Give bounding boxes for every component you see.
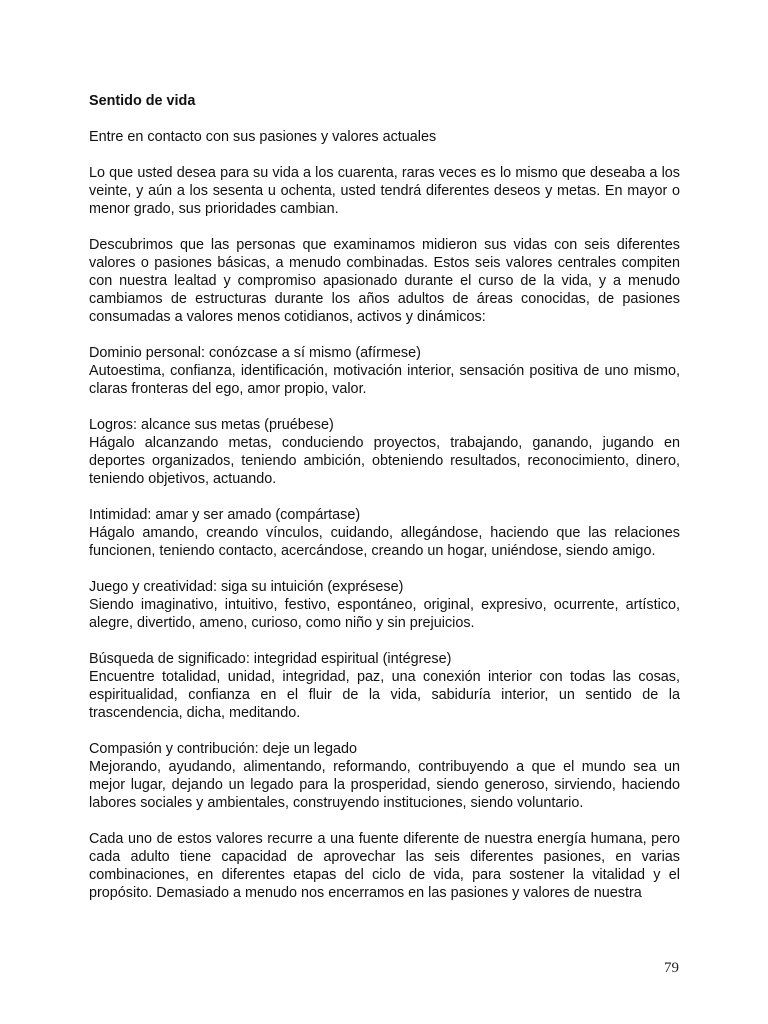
closing-paragraph: Cada uno de estos valores recurre a una fuente diferente de nuestra energía humana, pero cada adulto tiene capacidad de aprovechar las seis diferentes pasiones, en varias combinaciones, en diferentes etapas del ciclo de vida, para sostener la vitalidad y el propósito. Demasiado a menudo nos encerramos en las pasiones y valores de nuestra <box>89 831 680 901</box>
section-body: Siendo imaginativo, intuitivo, festivo, espontáneo, original, expresivo, ocurrente, artístico, alegre, divertido, ameno, curioso, como niño y sin prejuicios. <box>89 597 680 631</box>
document-title: Sentido de vida <box>89 93 196 109</box>
section-heading: Dominio personal: conózcase a sí mismo (afírmese) <box>89 345 421 361</box>
section-body: Hágalo amando, creando vínculos, cuidando, allegándose, haciendo que las relaciones funcionen, teniendo contacto, acercándose, creando un hogar, uniéndose, siendo amigo. <box>89 525 680 559</box>
intro-paragraph: Lo que usted desea para su vida a los cuarenta, raras veces es lo mismo que deseaba a los veinte, y aún a los sesenta u ochenta, usted tendrá diferentes deseos y metas. En mayor o menor grado, sus prioridades cambian. <box>89 165 680 217</box>
section-body: Encuentre totalidad, unidad, integridad, paz, una conexión interior con todas las cosas, espiritualidad, confianza en el fluir de la vida, sabiduría interior, un sentido de la trascendencia, dicha, meditando. <box>89 669 680 721</box>
section-body: Mejorando, ayudando, alimentando, reformando, contribuyendo a que el mundo sea un mejor lugar, dejando un legado para la prosperidad, siendo generoso, sirviendo, haciendo labores sociales y ambientales, construyendo instituciones, siendo voluntario. <box>89 759 680 811</box>
document-subtitle: Entre en contacto con sus pasiones y valores actuales <box>89 129 437 145</box>
page-number: 79 <box>664 960 679 976</box>
section-body: Autoestima, confianza, identificación, motivación interior, sensación positiva de uno mismo, claras fronteras del ego, amor propio, valor. <box>89 363 680 397</box>
section-heading: Compasión y contribución: deje un legado <box>89 741 357 757</box>
intro-paragraph: Descubrimos que las personas que examinamos midieron sus vidas con seis diferentes valores o pasiones básicas, a menudo combinadas. Estos seis valores centrales compiten con nuestra lealtad y compromiso apasionado durante el curso de la vida, y a menudo cambiamos de estructuras durante los años adultos de áreas conocidas, de pasiones consumadas a valores menos cotidianos, activos y dinámicos: <box>89 237 680 325</box>
section-heading: Búsqueda de significado: integridad espiritual (intégrese) <box>89 651 452 667</box>
value-section-logros <box>89 416 680 488</box>
value-section-dominio-personal <box>89 344 680 398</box>
section-heading: Logros: alcance sus metas (pruébese) <box>89 417 334 433</box>
section-body: Hágalo alcanzando metas, conduciendo proyectos, trabajando, ganando, jugando en deportes organizados, teniendo ambición, obteniendo resultados, reconocimiento, dinero, teniendo objetivos, actuando. <box>89 435 680 487</box>
page-content <box>89 92 680 902</box>
section-heading: Juego y creatividad: siga su intuición (exprésese) <box>89 579 404 595</box>
value-section-compasion-contribucion <box>89 740 680 812</box>
value-section-busqueda-significado <box>89 650 680 722</box>
section-heading: Intimidad: amar y ser amado (compártase) <box>89 507 361 523</box>
value-section-juego-creatividad <box>89 578 680 632</box>
value-section-intimidad <box>89 506 680 560</box>
